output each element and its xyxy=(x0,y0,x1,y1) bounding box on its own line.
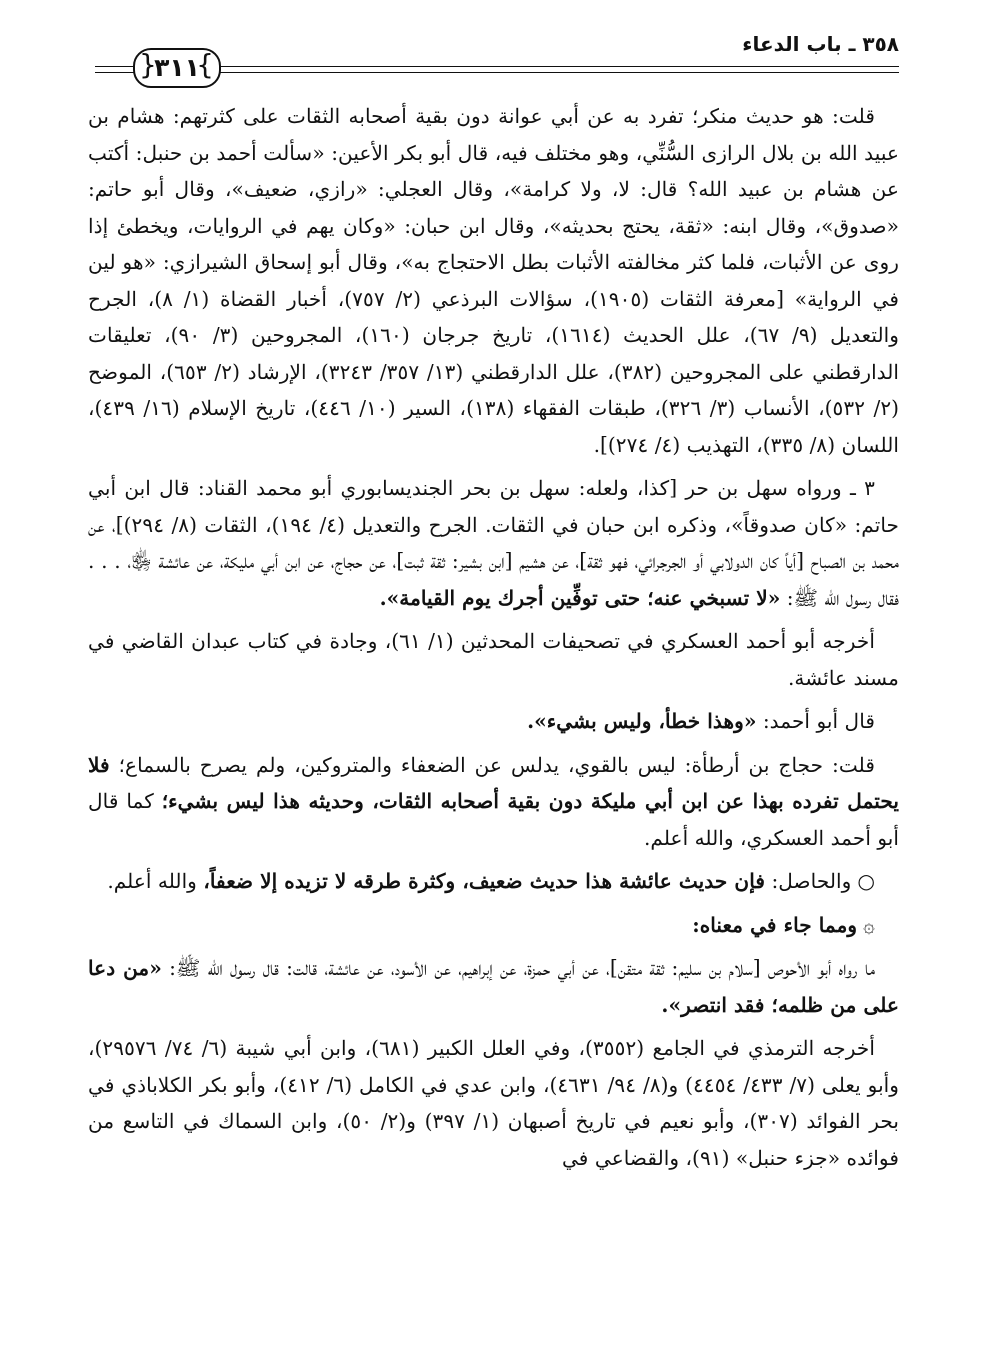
paragraph-4 xyxy=(88,703,899,740)
ornament-icon: ۞ xyxy=(863,912,875,937)
paragraph-5 xyxy=(88,747,899,857)
badge-left-ornament: { xyxy=(139,48,158,81)
section-title: ٣٥٨ ـ باب الدعاء xyxy=(742,32,899,56)
paragraph-6 xyxy=(88,863,899,900)
hadith-quote: «من دعا على من ظلمه؛ فقد انتصر». xyxy=(88,956,899,1017)
paragraph-text: أخرجه الترمذي في الجامع (٣٥٥٢)، وفي العلل الكبير (٦٨١)، وابن أبي شيبة (٦/ ٧٤/ ٢٩٥٧٦)، وأبو يعلى (٧/ ٤٣٣/ ٤٤٥٤) و(٨/ ٩٤/ ٤٦٣١)، وابن عدي في الكامل (٦/ ٤١٢)، وأبو بكر الكلاباذي في بحر الفوائد (٣٠٧)، وأبو نعيم في تاريخ أصبهان (١/ ٣٩٧) و(٢/ ٥٠)، وابن السماك في التاسع من فوائده «جزء حنبل» (٩١)، والقضاعي في xyxy=(88,1036,900,1170)
paragraph-text: قلت: حجاج بن أرطأة: ليس بالقوي، يدلس عن الضعفاء والمتروكين، ولم يصرح بالسماع؛ xyxy=(118,752,875,777)
paragraph-text: قلت: هو حديث منكر؛ تفرد به عن أبي عوانة دون بقية أصحابه الثقات على كثرتهم: هشام بن عبيد الله بن بلال الرازى السُّنِّي، وهو مختلف فيه، قال أبو بكر الأعين: «سألت أحمد بن حنبل: أكتب عن هشام بن عبيد الله؟ قال: لا، ولا كرامة»، وقال العجلي: «رازي، ضعيف»، وقال أبو حاتم: «صدوق»، وقال ابنه: «ثقة، يحتج بحديثه»، وقال ابن حبان: «وكان يهم في الروايات، ويخطئ إذا روى عن الأثبات، فلما كثر مخالفته الأثبات بطل الاحتجاج به»، وقال أبو إسحاق الشيرازي: «هو لين في الرواية» [معرفة الثقات (١٩٠٥)، سؤالات البرذعي (٢/ ٧٥٧)، أخبار القضاة (١/ ٨)، الجرح والتعديل (٩/ ٦٧)، علل الحديث (١٦١٤)، تاريخ جرجان (١٦٠)، المجروحين (٣/ ٩٠)، تعليقات الدارقطني على المجروحين (٣٨٢)، علل الدارقطني (١٣/ ٣٥٧/ ٣٢٤٣)، الإرشاد (٢/ ٦٥٣)، الموضح (٢/ ٥٣٢)، الأنساب (٣/ ٣٢٦)، طبقات الفقهاء (١٣٨)، السير (١٠/ ٤٤٦)، تاريخ الإسلام (١٦/ ٤٣٩)، اللسان (٨/ ٣٣٥)، التهذيب (٤/ ٢٧٤)]. xyxy=(88,104,900,457)
paragraph-text: ٣ ـ ورواه سهل بن حر [كذا، ولعله: سهل بن بحر الجنديسابوري أبو محمد القناد: قال ابن أبي حاتم: «كان صدوقاً»، وذكره ابن حبان في الثقات. الجرح والتعديل (٤/ ١٩٤)، الثقات (٨/ ٢٩٤)]، عن محمد بن الصباح [أياً كان الدولابي أو الجرجرائي، فهو ثقة]، عن هشيم [ابن بشير: ثقة ثبت]، عن حجاج، عن ابن أبي مليكة، عن عائشة ﵂، . . . فقال رسول الله ﷺ: xyxy=(88,476,899,610)
emphasized-text: فلا يحتمل تفرده بهذا عن ابن أبي مليكة دون بقية أصحابه الثقات، وحديثه هذا ليس بشيء؛ xyxy=(88,752,899,813)
paragraph-text: كما قال أبو أحمد العسكري، والله أعلم. xyxy=(88,789,899,850)
paragraph-text: أخرجه أبو أحمد العسكري في تصحيفات المحدثين (١/ ٦١)، وجادة في كتاب عبدان القاضي في مسند عائشة. xyxy=(88,629,899,690)
subheading: ومما جاء في معناه: xyxy=(692,912,858,937)
paragraph-1 xyxy=(88,98,899,463)
hadith-quote: «لا تسبخي عنه؛ حتى توفِّين أجرك يوم القيامة». xyxy=(379,585,781,610)
paragraph-text: ما رواه أبو الأحوص [سلام بن سليم: ثقة متقن]، عن أبي حمزة، عن إبراهيم، عن الأسود، عن عائشة، قالت: قال رسول الله ﷺ: xyxy=(169,956,876,980)
badge-right-ornament: } xyxy=(196,48,215,81)
paragraph-8 xyxy=(88,950,899,1023)
page-number: ٣١١ xyxy=(154,53,200,82)
paragraph-2 xyxy=(88,470,899,616)
paragraph-7 xyxy=(88,907,899,944)
paragraph-text: والحاصل: xyxy=(771,869,852,893)
paragraph-text: قال أبو أحمد: xyxy=(762,709,875,733)
paragraph-9 xyxy=(88,1030,899,1176)
circle-bullet-icon: ○ xyxy=(857,869,875,893)
paragraph-3 xyxy=(88,623,899,696)
paragraph-text: والله أعلم. xyxy=(107,869,197,893)
page-body xyxy=(88,98,899,1183)
page-number-badge xyxy=(133,48,221,88)
quote-text: «وهذا خطأ، وليس بشيء». xyxy=(527,709,757,733)
running-header xyxy=(95,26,899,88)
emphasized-text: فإن حديث عائشة هذا حديث ضعيف، وكثرة طرقه لا تزيده إلا ضعفاً، xyxy=(203,869,766,893)
